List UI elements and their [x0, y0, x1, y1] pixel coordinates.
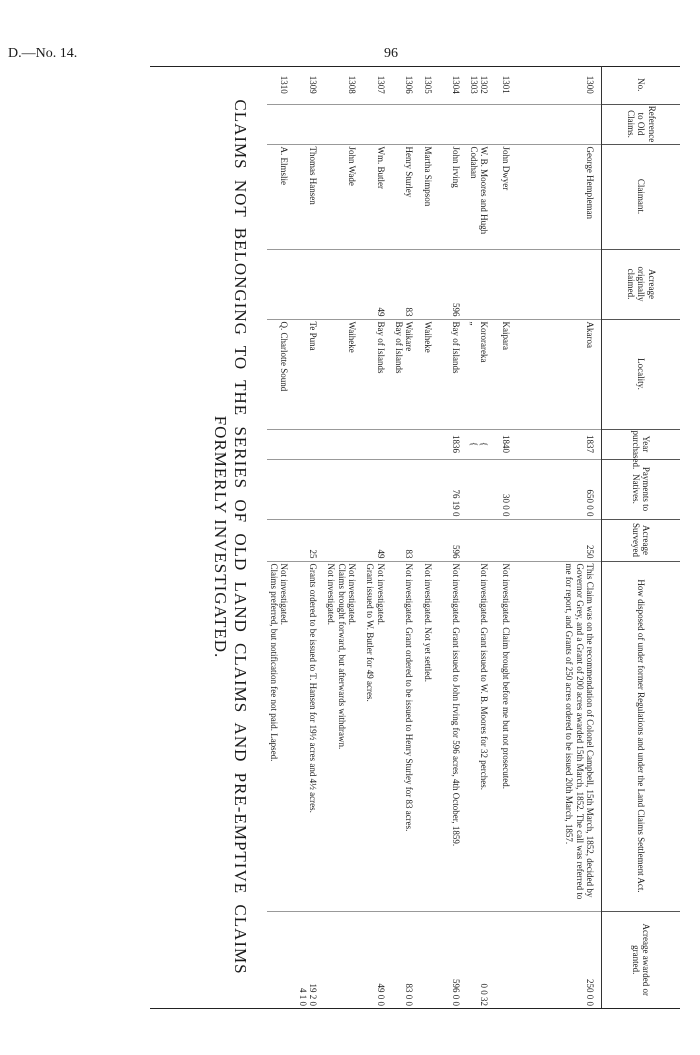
- row-no: 1302 1303: [469, 75, 490, 94]
- row-no: 1301: [501, 75, 512, 94]
- row-disposed: Not investigated. Claims preferred, but notification fee not paid. Lapsed.: [267, 561, 296, 911]
- row-acreage-claimed: [295, 249, 324, 319]
- table-row: [363, 66, 392, 1008]
- header-surveyed: Acreage Surveyed: [602, 519, 681, 561]
- header-no: No.: [602, 66, 681, 104]
- row-acreage-claimed: [496, 249, 518, 319]
- row-ref: [439, 104, 467, 144]
- header-claimant: Claimant.: [602, 144, 681, 249]
- row-awarded: [496, 911, 518, 1008]
- row-acreage-claimed: 596: [439, 249, 467, 319]
- row-year: 1836: [439, 429, 467, 459]
- row-locality: Te Puna: [295, 319, 324, 429]
- row-payments: [467, 459, 496, 519]
- row-year: [295, 429, 324, 459]
- row-year: [267, 429, 296, 459]
- table-row: [467, 66, 496, 1008]
- title-line-2: FORMERLY INVESTIGATED.: [211, 415, 230, 659]
- table-row: [392, 66, 421, 1008]
- bottom-rule: [150, 1008, 680, 1009]
- row-acreage-claimed: 49: [363, 249, 392, 319]
- row-no: 1300: [585, 75, 595, 94]
- row-awarded: 19 2 0 4 1 0: [295, 911, 324, 1008]
- row-ref: [392, 104, 421, 144]
- row-surveyed: 25: [295, 519, 324, 561]
- row-acreage-claimed: [267, 249, 296, 319]
- row-claimant: Thomas Hansen: [295, 144, 324, 249]
- row-awarded: 83 0 0: [392, 911, 421, 1008]
- table-row: [439, 66, 467, 1008]
- row-disposed: This Claim was on the recommendation of Colonel Campbell, 15th March, 1852, decided by Governor Grey, and a Grant of 200 acres awarded 15th March, 1852. The call was referred to me for report, and Grants of 250 acres ordered to be issued 20th March, 1857.: [518, 561, 602, 911]
- row-payments: 650 0 0: [518, 459, 602, 519]
- row-claimant: John Wade: [324, 144, 363, 249]
- row-payments: [420, 459, 438, 519]
- row-year: 1837: [518, 429, 602, 459]
- row-year: { {: [467, 429, 496, 459]
- table-row: [267, 66, 296, 1008]
- row-surveyed: [420, 519, 438, 561]
- row-disposed: Not investigated. Grant ordered to be issued to Henry Sturley for 83 acres.: [392, 561, 421, 911]
- row-locality: Q. Charlotte Sound: [267, 319, 296, 429]
- row-awarded: [420, 911, 438, 1008]
- table-row: [420, 66, 438, 1008]
- row-surveyed: [467, 519, 496, 561]
- row-locality: Bay of Islands: [439, 319, 467, 429]
- row-year: [392, 429, 421, 459]
- row-payments: [295, 459, 324, 519]
- rotated-page: [150, 66, 680, 1008]
- row-no: 1305: [422, 75, 433, 94]
- table-row: [496, 66, 518, 1008]
- row-ref: [467, 104, 496, 144]
- title-line-1: CLAIMS NOT BELONGING TO THE SERIES OF OLD LAND CLAIMS AND PRE-EMPTIVE CLAIMS: [231, 99, 250, 975]
- row-ref: [496, 104, 518, 144]
- row-no: 1309: [308, 75, 319, 94]
- table-row: [324, 66, 363, 1008]
- row-disposed: Not investigated. Not yet settled.: [420, 561, 438, 911]
- row-locality: Waiheke: [324, 319, 363, 429]
- row-surveyed: [324, 519, 363, 561]
- row-locality: Akaroa: [518, 319, 602, 429]
- row-no: 1304: [450, 75, 461, 94]
- row-acreage-claimed: 83: [392, 249, 421, 319]
- row-no: 1306: [404, 75, 415, 94]
- row-surveyed: 596: [439, 519, 467, 561]
- row-ref: [324, 104, 363, 144]
- row-awarded: 596 0 0: [439, 911, 467, 1008]
- header-year: Year purchased.: [602, 429, 681, 459]
- row-claimant: Martha Simpson: [420, 144, 438, 249]
- header-awarded: Acreage awarded or granted.: [602, 911, 681, 1008]
- row-ref: [363, 104, 392, 144]
- row-ref: [267, 104, 296, 144]
- row-payments: [392, 459, 421, 519]
- header-locality: Locality.: [602, 319, 681, 429]
- row-year: 1840: [496, 429, 518, 459]
- table-row: [518, 66, 602, 1008]
- row-locality: Bay of Islands: [363, 319, 392, 429]
- row-acreage-claimed: [467, 249, 496, 319]
- row-claimant: Henry Sturley: [392, 144, 421, 249]
- row-payments: 76 19 0: [439, 459, 467, 519]
- row-ref: [295, 104, 324, 144]
- row-claimant: A. Elmslie: [267, 144, 296, 249]
- table-header-row: [602, 66, 681, 1008]
- row-payments: [267, 459, 296, 519]
- row-awarded: 49 0 0: [363, 911, 392, 1008]
- row-claimant: John Irving: [439, 144, 467, 249]
- row-surveyed: [496, 519, 518, 561]
- header-payments: Payments to Natives.: [602, 459, 681, 519]
- row-ref: [518, 104, 602, 144]
- row-claimant: W. B. Moores and Hugh Codahan: [467, 144, 496, 249]
- row-year: [420, 429, 438, 459]
- row-locality: Kaipara: [496, 319, 518, 429]
- table-row: [295, 66, 324, 1008]
- row-acreage-claimed: [420, 249, 438, 319]
- row-surveyed: [267, 519, 296, 561]
- row-surveyed: 83: [392, 519, 421, 561]
- row-year: [324, 429, 363, 459]
- row-disposed: Not investigated. Grant issued to W. Butler for 49 acres.: [363, 561, 392, 911]
- claims-table: [267, 66, 680, 1008]
- row-ref: [420, 104, 438, 144]
- row-payments: [324, 459, 363, 519]
- row-locality: Waikare Bay of Islands: [392, 319, 421, 429]
- row-year: [363, 429, 392, 459]
- row-surveyed: 49: [363, 519, 392, 561]
- row-disposed: Not investigated. Grant issued to John Irving for 596 acres, 4th October, 1859.: [439, 561, 467, 911]
- row-acreage-claimed: [324, 249, 363, 319]
- row-awarded: 250 0 0: [518, 911, 602, 1008]
- row-locality: Kororareka „: [467, 319, 496, 429]
- row-no: 1307: [375, 75, 386, 94]
- row-surveyed: 250: [518, 519, 602, 561]
- page-number: 96: [384, 46, 398, 61]
- row-locality: Waiheke: [420, 319, 438, 429]
- row-claimant: Wm. Butler: [363, 144, 392, 249]
- row-awarded: [324, 911, 363, 1008]
- header-ref: Reference to Old Claims.: [602, 104, 681, 144]
- row-acreage-claimed: [518, 249, 602, 319]
- row-awarded: 0 0 32: [467, 911, 496, 1008]
- row-disposed: Not investigated. Claim brought before me but not prosecuted.: [496, 561, 518, 911]
- row-no: 1308: [347, 75, 358, 94]
- row-claimant: George Hempleman: [518, 144, 602, 249]
- row-disposed: Not investigated. Grant issued to W. B. Moores for 32 perches.: [467, 561, 496, 911]
- row-awarded: [267, 911, 296, 1008]
- row-disposed: Not investigated. Claims brought forward, but afterwards withdrawn. Not investigated.: [324, 561, 363, 911]
- header-acreage-claimed: Acreage originally claimed.: [602, 249, 681, 319]
- row-payments: 30 0 0: [496, 459, 518, 519]
- row-no: 1310: [279, 75, 290, 94]
- document-code: D.—No. 14.: [8, 46, 78, 61]
- row-disposed: Grants ordered to be issued to T. Hansen for 19½ acres and 4½ acres.: [295, 561, 324, 911]
- row-claimant: John Dwyer: [496, 144, 518, 249]
- header-disposed: How disposed of under former Regulations and under the Land Claims Settlement Act.: [602, 561, 681, 911]
- row-payments: [363, 459, 392, 519]
